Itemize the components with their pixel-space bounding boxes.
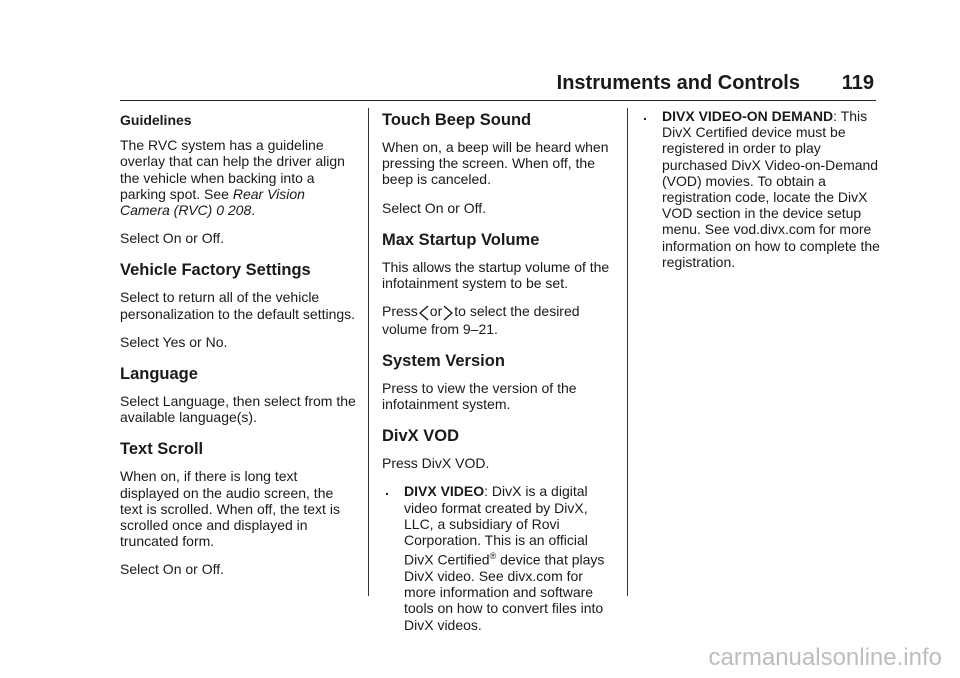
section-title: Instruments and Controls bbox=[556, 72, 800, 94]
version-heading: System Version bbox=[382, 351, 505, 370]
beep-heading: Touch Beep Sound bbox=[382, 111, 532, 129]
language-heading: Language bbox=[120, 365, 198, 384]
guidelines-heading: Guidelines bbox=[120, 112, 192, 128]
page-number: 119 bbox=[841, 72, 874, 94]
divx-video-term: DIVX VIDEO bbox=[404, 483, 485, 500]
bullet-mark: . bbox=[643, 107, 647, 123]
chevron-left-icon bbox=[419, 305, 429, 321]
guidelines-select: Select On or Off. bbox=[120, 230, 225, 247]
divx-heading: DivX VOD bbox=[382, 427, 460, 446]
scroll-select: Select On or Off. bbox=[120, 561, 225, 578]
divx-press: Press DivX VOD. bbox=[382, 455, 490, 472]
factory-text: Select to return all of the vehicle personalization to the default settings. bbox=[120, 289, 356, 322]
watermark: carmanualsonline.info bbox=[708, 644, 942, 671]
column-3 bbox=[640, 108, 880, 282]
factory-heading: Vehicle Factory Settings bbox=[120, 261, 311, 280]
column-2 bbox=[382, 108, 614, 645]
beep-select: Select On or Off. bbox=[382, 199, 487, 216]
registered-mark: ® bbox=[489, 551, 497, 562]
volume-press-line: Press or to select the desired volume from 9–21. bbox=[382, 303, 580, 337]
divx-vod-term: DIVX VIDEO-ON DEMAND bbox=[662, 108, 834, 124]
beep-text: When on, a beep will be heard when pressing the screen. When off, the beep is canceled. bbox=[382, 139, 609, 188]
page-header bbox=[120, 70, 876, 101]
volume-text: This allows the startup volume of the infotainment system to be set. bbox=[382, 258, 610, 292]
chevron-right-icon bbox=[443, 305, 453, 321]
column-divider-1 bbox=[368, 108, 369, 596]
page-ref-symbol: 0 bbox=[216, 202, 224, 219]
column-divider-2 bbox=[627, 108, 628, 596]
scroll-text: When on, if there is long text displayed on the audio screen, the text is scrolled. When off, the text is scrolled once and displayed in truncated form. bbox=[120, 468, 340, 550]
column-1 bbox=[120, 108, 356, 590]
guidelines-text: The RVC system has a guideline overlay that can help the driver align the vehicle when backing into a parking spot. See Rear Vision Camera (RVC) 0 208. bbox=[120, 137, 345, 219]
version-text: Press to view the version of the infotainment system. bbox=[382, 379, 577, 412]
rvc-reference: Rear Vision Camera (RVC) bbox=[120, 185, 305, 219]
bullet-mark: . bbox=[385, 482, 389, 499]
scroll-heading: Text Scroll bbox=[120, 440, 204, 459]
divx-video-bullet: . DIVX VIDEO: DivX is a digital video format created by DivX, LLC, a subsidiary of Rovi Corporation. This is an official DivX Certified® device that plays DivX video. See divx.com for more information and software tools on how to convert files into DivX videos. bbox=[385, 482, 605, 633]
language-text: Select Language, then select from the available language(s). bbox=[120, 393, 356, 426]
divx-vod-bullet: . DIVX VIDEO-ON DEMAND: This DivX Certified device must be registered in order to play purchased DivX Video-on-Demand (VOD) movies. To obtain a registration code, locate the DivX VOD section in the device setup menu. See vod.divx.com for more information on how to complete the registration. bbox=[643, 107, 880, 270]
volume-heading: Max Startup Volume bbox=[382, 230, 540, 249]
factory-select: Select Yes or No. bbox=[120, 333, 228, 350]
page-ref-number: 208 bbox=[227, 202, 252, 219]
